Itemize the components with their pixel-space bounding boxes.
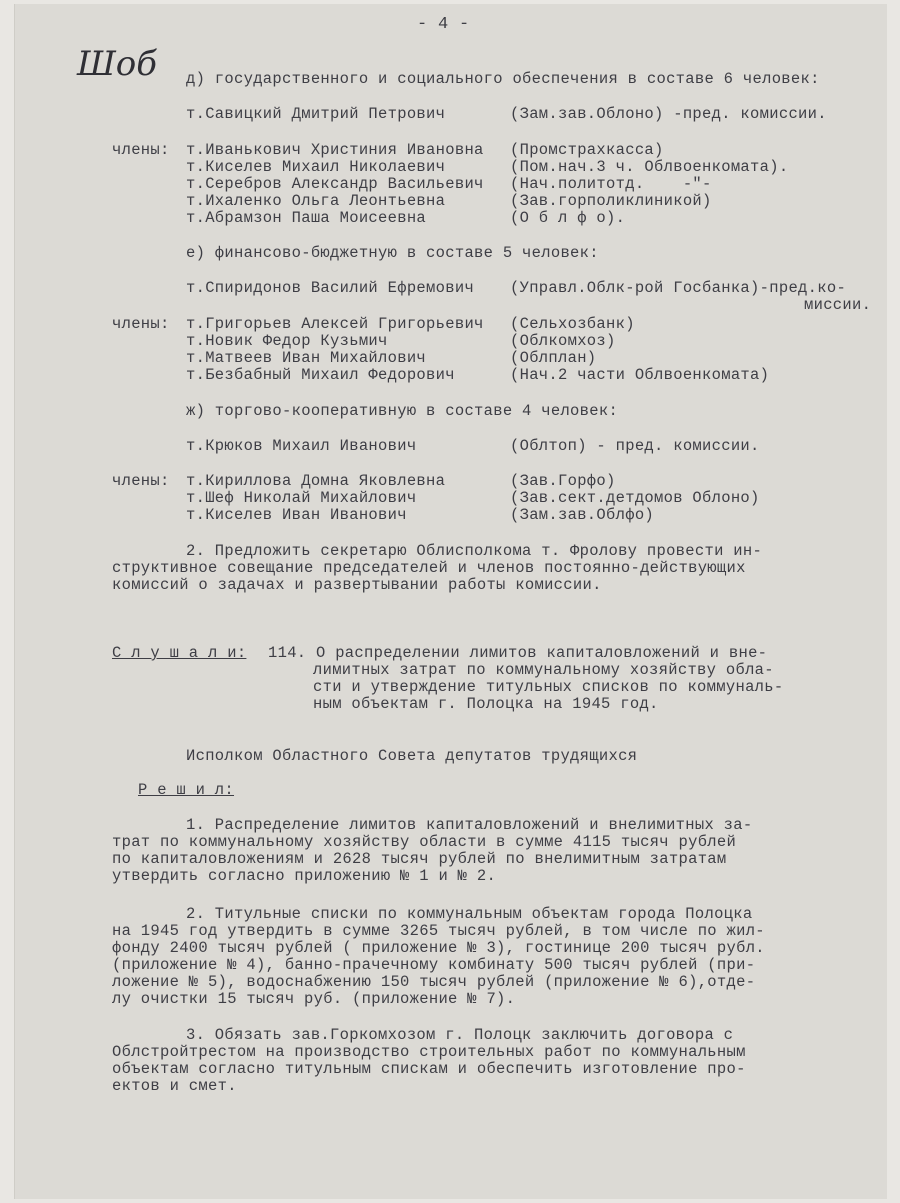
section-e-member-org: (Нач.2 части Облвоенкомата) — [510, 366, 770, 384]
resolution-point-2-line: фонду 2400 тысяч рублей ( приложение № 3), гостинице 200 тысяч рубл. — [112, 939, 765, 957]
section-e-member-name: т.Матвеев Иван Михайлович — [186, 349, 427, 367]
section-d-member-name: т.Серебров Александр Васильевич — [186, 175, 484, 193]
section-d-member-org: (О б л ф о). — [510, 209, 626, 227]
section-e-heading: е) финансово-бюджетную в составе 5 человек: — [186, 244, 599, 262]
section-zh-chair-name: т.Крюков Михаил Иванович — [186, 437, 417, 455]
section-e-member-org: (Облплан) — [510, 349, 597, 367]
section-d-members-label: члены: — [112, 141, 170, 159]
resolution-point-3-line: ектов и смет. — [112, 1077, 237, 1095]
section-e-members-label: члены: — [112, 315, 170, 333]
section-d-member-org: (Промстрахкасса) — [510, 141, 664, 159]
section-e-member-name: т.Григорьев Алексей Григорьевич — [186, 315, 484, 333]
section-zh-member-org: (Зам.зав.Облфо) — [510, 506, 655, 524]
section-e-member-org: (Облкомхоз) — [510, 332, 616, 350]
page-number: - 4 - — [417, 15, 470, 34]
item2-line: 2. Предложить секретарю Облисполкома т. Фролову провести ин- — [186, 542, 763, 560]
section-e-chair-name: т.Спиридонов Василий Ефремович — [186, 279, 475, 297]
heard-line: 114. О распределении лимитов капиталовложений и вне- — [268, 644, 768, 662]
heard-line: лимитных затрат по коммунальному хозяйству обла- — [313, 661, 774, 679]
section-e-member-org: (Сельхозбанк) — [510, 315, 635, 333]
resolution-point-1-line: трат по коммунальному хозяйству области в сумме 4115 тысяч рублей — [112, 833, 737, 851]
document-page — [14, 4, 887, 1199]
section-zh-member-name: т.Кириллова Домна Яковлевна — [186, 472, 446, 490]
section-d-member-org: (Нач.политотд. -"- — [510, 175, 712, 193]
resolution-point-2-line: лу очистки 15 тысяч руб. (приложение № 7). — [112, 990, 516, 1008]
ispolkom-heading: Исполком Областного Совета депутатов трудящихся — [186, 747, 638, 765]
resolution-point-3-line: объектам согласно титульным спискам и обеспечить изготовление про- — [112, 1060, 746, 1078]
resolution-point-3-line: 3. Обязать зав.Горкомхозом г. Полоцк заключить договора с — [186, 1026, 734, 1044]
section-zh-member-name: т.Шеф Николай Михайлович — [186, 489, 417, 507]
heard-line: сти и утверждение титульных списков по коммуналь- — [313, 678, 784, 696]
resolution-point-1-line: 1. Распределение лимитов капиталовложений и внелимитных за- — [186, 816, 753, 834]
resolution-point-2-line: на 1945 год утвердить в сумме 3265 тысяч рублей, в том числе по жил- — [112, 922, 765, 940]
item2-line: структивное совещание председателей и членов постоянно-действующих — [112, 559, 746, 577]
heard-line: ным объектам г. Полоцка на 1945 год. — [313, 695, 659, 713]
section-d-heading: д) государственного и социального обеспечения в составе 6 человек: — [186, 70, 820, 88]
section-zh-member-name: т.Киселев Иван Иванович — [186, 506, 407, 524]
section-e-member-name: т.Безбабный Михаил Федорович — [186, 366, 455, 384]
item2-line: комиссий о задачах и развертывании работы комиссии. — [112, 576, 602, 594]
resolution-point-1-line: по капиталовложениям и 2628 тысяч рублей по внелимитным затратам — [112, 850, 727, 868]
section-zh-member-org: (Зав.Горфо) — [510, 472, 616, 490]
handwritten-margin-note: Шоб — [77, 44, 158, 84]
section-d-chair-role: (Зам.зав.Облоно) -пред. комиссии. — [510, 105, 827, 123]
resolution-point-3-line: Облстройтрестом на производство строительных работ по коммунальным — [112, 1043, 746, 1061]
section-zh-members-label: члены: — [112, 472, 170, 490]
resolution-point-2-line: (приложение № 4), банно-прачечному комбинату 500 тысяч рублей (при- — [112, 956, 756, 974]
section-d-member-name: т.Абрамзон Паша Моисеевна — [186, 209, 427, 227]
section-d-member-name: т.Киселев Михаил Николаевич — [186, 158, 446, 176]
section-e-member-name: т.Новик Федор Кузьмич — [186, 332, 388, 350]
section-zh-heading: ж) торгово-кооперативную в составе 4 человек: — [186, 402, 619, 420]
resolved-label: Р е ш и л: — [138, 781, 235, 799]
heard-label: С л у ш а л и: — [112, 644, 247, 662]
section-d-member-name: т.Иванькович Христиния Ивановна — [186, 141, 484, 159]
resolution-point-2-line: ложение № 5), водоснабжению 150 тысяч рублей (приложение № 6),отде- — [112, 973, 756, 991]
section-d-member-org: (Зав.горполиклиникой) — [510, 192, 712, 210]
section-d-chair-name: т.Савицкий Дмитрий Петрович — [186, 105, 446, 123]
section-d-member-org: (Пом.нач.3 ч. Облвоенкомата). — [510, 158, 789, 176]
resolution-point-2-line: 2. Титульные списки по коммунальным объектам города Полоцка — [186, 905, 753, 923]
section-zh-chair-role: (Облтоп) - пред. комиссии. — [510, 437, 760, 455]
section-e-chair-role-cont: миссии. — [804, 296, 872, 314]
section-zh-member-org: (Зав.сект.детдомов Облоно) — [510, 489, 760, 507]
resolution-point-1-line: утвердить согласно приложению № 1 и № 2. — [112, 867, 497, 885]
section-d-member-name: т.Ихаленко Ольга Леонтьевна — [186, 192, 446, 210]
section-e-chair-role: (Управл.Облк-рой Госбанка)-пред.ко- — [510, 279, 847, 297]
